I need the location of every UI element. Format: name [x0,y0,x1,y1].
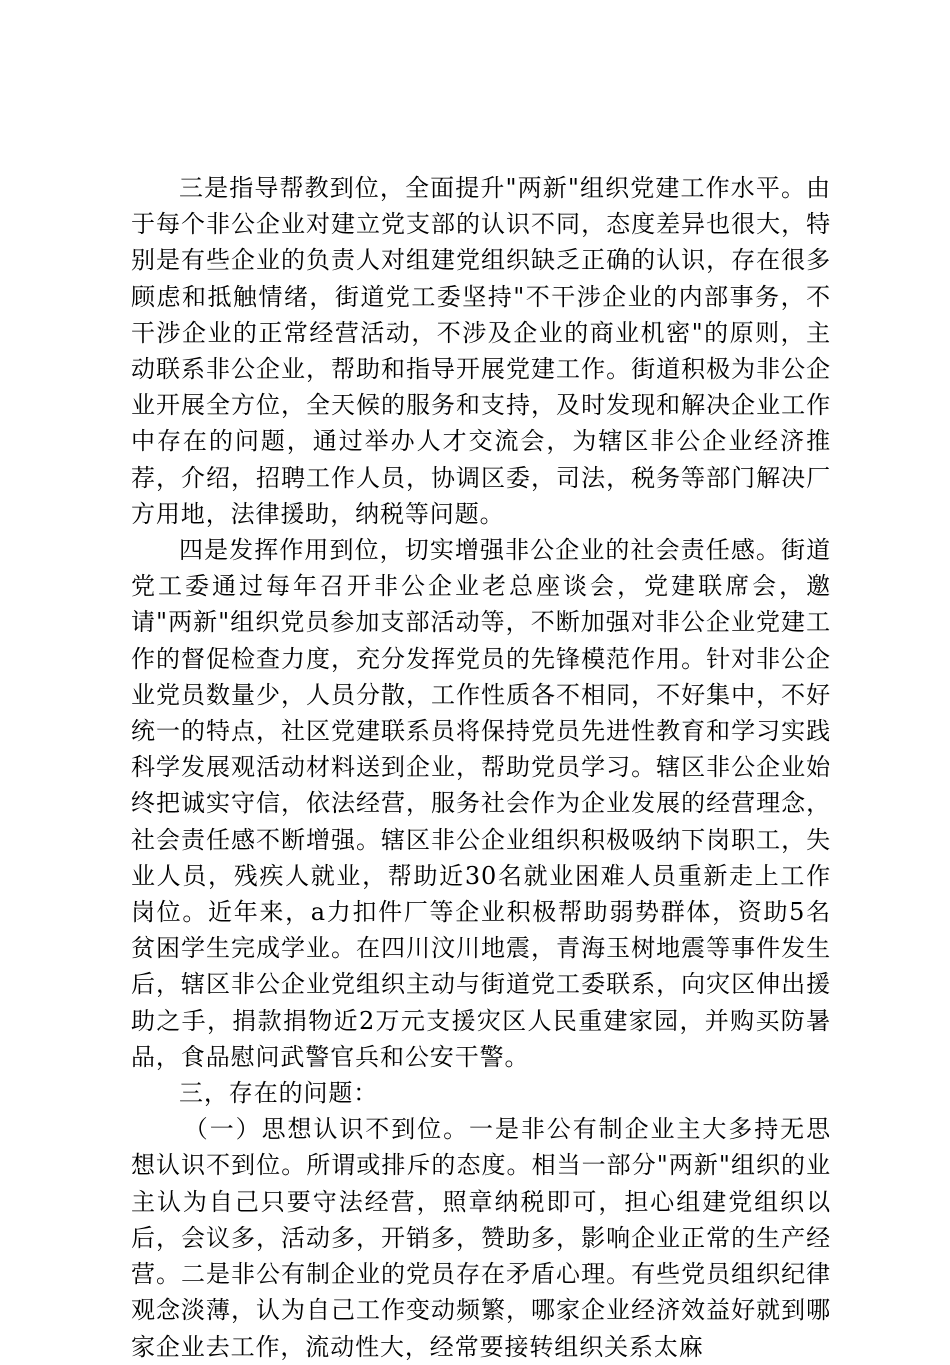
document-body [131,170,831,1365]
paragraph-social-responsibility: 四是发挥作用到位，切实增强非公企业的社会责任感。街道党工委通过每年召开非公企业老总座谈会，党建联席会，邀请"两新"组织党员参加支部活动等，不断加强对非公企业党建工作的督促检查力度，充分发挥党员的先锋模范作用。针对非公企业党员数量少，人员分散，工作性质各不相同，不好集中，不好统一的特点，社区党建联系员将保持党员先进性教育和学习实践科学发展观活动材料送到企业，帮助党员学习。辖区非公企业始终把诚实守信，依法经营，服务社会作为企业发展的经营理念，社会责任感不断增强。辖区非公企业组织积极吸纳下岗职工，失业人员，残疾人就业，帮助近30名就业困难人员重新走上工作岗位。近年来，a力扣件厂等企业积极帮助弱势群体，资助5名贫困学生完成学业。在四川汶川地震，青海玉树地震等事件发生后，辖区非公企业党组织主动与街道党工委联系，向灾区伸出援助之手，捐款捐物近2万元支援灾区人民重建家园，并购买防暑品，食品慰问武警官兵和公安干警。 [131,536,831,1071]
paragraph-awareness: （一）思想认识不到位。一是非公有制企业主大多持无思想认识不到位。所谓或排斥的态度。相当一部分"两新"组织的业主认为自己只要守法经营，照章纳税即可，担心组建党组织以后，会议多，活动多，开销多，赞助多，影响企业正常的生产经营。二是非公有制企业的党员存在矛盾心理。有些党员组织纪律观念淡薄，认为自己工作变动频繁，哪家企业经济效益好就到哪家企业去工作，流动性大，经常要接转组织关系太麻 [131,1115,831,1361]
section-heading-problems: 三，存在的问题： [179,1079,379,1108]
paragraph-guidance: 三是指导帮教到位，全面提升"两新"组织党建工作水平。由于每个非公企业对建立党支部的认识不同，态度差异也很大，特别是有些企业的负责人对组建党组织缺乏正确的认识，存在很多顾虑和抵触情绪，街道党工委坚持"不干涉企业的内部事务，不干涉企业的正常经营活动，不涉及企业的商业机密"的原则，主动联系非公企业，帮助和指导开展党建工作。街道积极为非公企业开展全方位，全天候的服务和支持，及时发现和解决企业工作中存在的问题，通过举办人才交流会，为辖区非公企业经济推荐，介绍，招聘工作人员，协调区委，司法，税务等部门解决厂方用地，法律援助，纳税等问题。 [131,174,831,528]
